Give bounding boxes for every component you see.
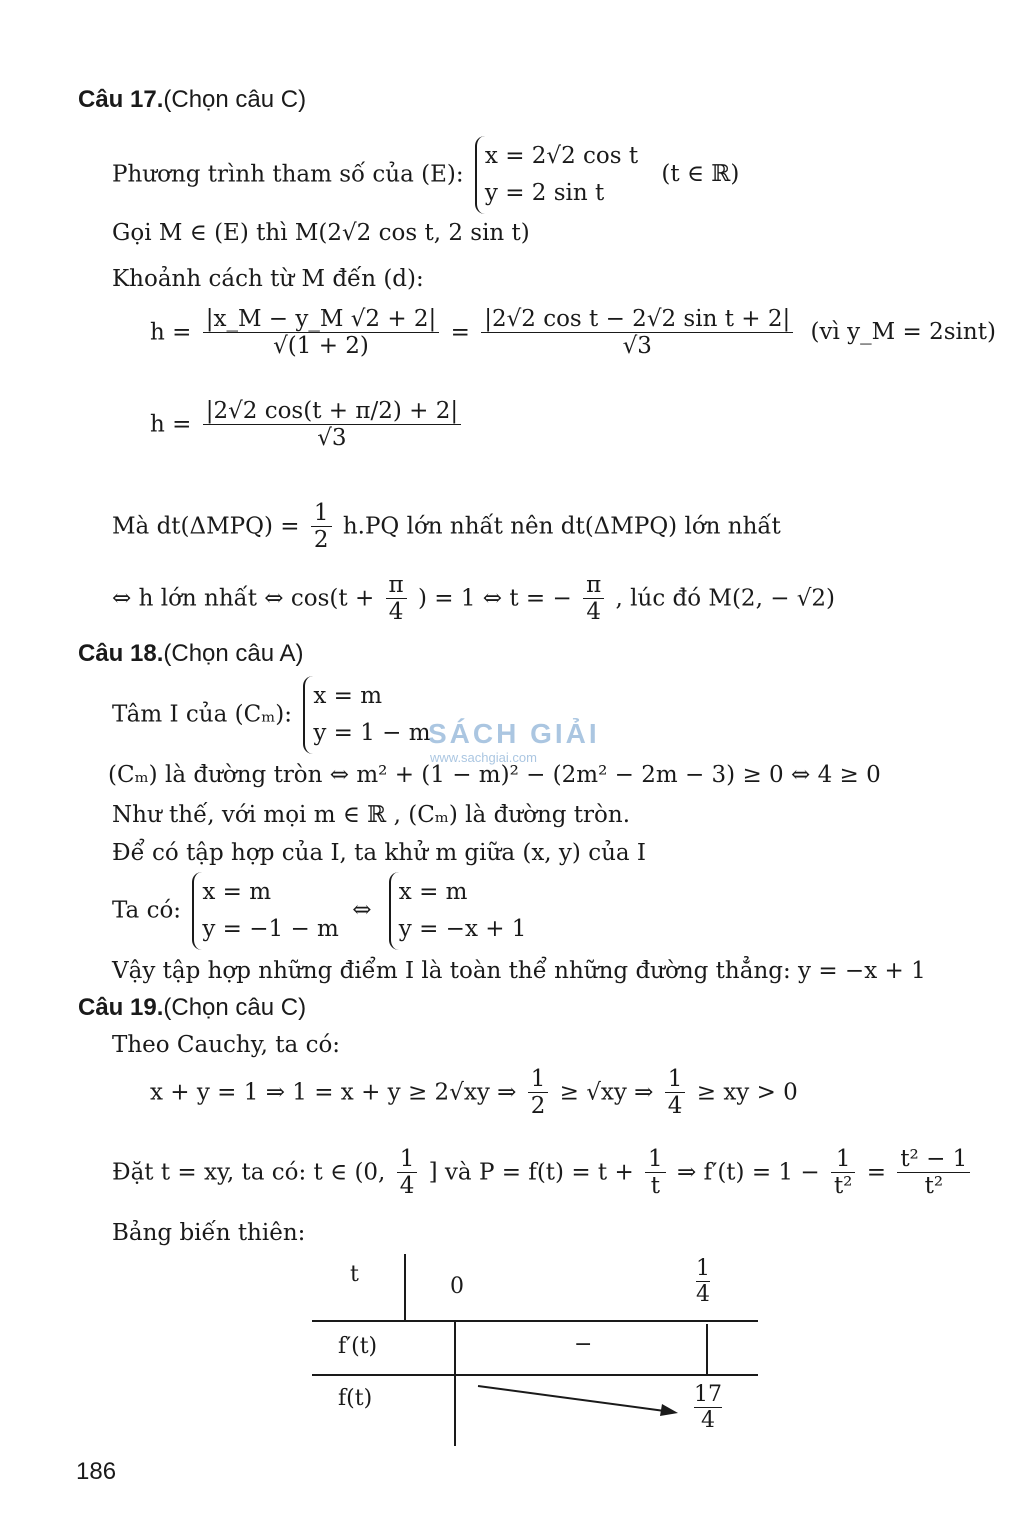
q19-substitution bbox=[112, 1146, 974, 1200]
q18-title: Câu 18. bbox=[78, 640, 164, 667]
system-a-x: x = m bbox=[202, 879, 272, 905]
q18-circle-condition: (Cₘ) là đường tròn ⇔ m² + (1 − m)² − (2m² − 2m − 3) ≥ 0 ⇔ 4 ≥ 0 bbox=[108, 762, 881, 788]
final-text-b: ) = 1 ⇔ t = − bbox=[417, 585, 572, 612]
watermark-logo bbox=[428, 718, 600, 765]
f-end-den: 4 bbox=[694, 1407, 722, 1433]
set-one-b: 1 bbox=[835, 1146, 851, 1172]
final-pi-over-4-b bbox=[583, 572, 604, 626]
q18-choice: (Chọn câu A) bbox=[163, 640, 304, 667]
ineq-quarter bbox=[665, 1066, 686, 1120]
set-t: t bbox=[645, 1172, 666, 1199]
center-x: x = m bbox=[313, 683, 383, 709]
area-half-num: 1 bbox=[313, 500, 329, 526]
q18-conclusion: Vậy tập hợp những điểm I là toàn thể những đường thẳng: y = −x + 1 bbox=[112, 958, 926, 984]
q19-table-label: Bảng biến thiên: bbox=[112, 1220, 306, 1246]
system-b-x: x = m bbox=[398, 879, 468, 905]
h-label: h = bbox=[150, 319, 192, 346]
param-system bbox=[475, 136, 638, 214]
table-vline-bottom bbox=[454, 1320, 456, 1446]
q19-inequality bbox=[150, 1066, 798, 1120]
t-end bbox=[696, 1256, 710, 1308]
set-one-over-t2 bbox=[831, 1146, 855, 1200]
q18-systems-line bbox=[112, 872, 526, 950]
set-text-c: ⇒ f′(t) = 1 − bbox=[677, 1159, 820, 1186]
q19-choice: (Chọn câu C) bbox=[163, 994, 307, 1021]
row-label-t: t bbox=[350, 1262, 359, 1287]
q17-title: Câu 17. bbox=[78, 86, 164, 113]
set-text-b: ] và P = f(t) = t + bbox=[428, 1159, 634, 1186]
row-label-f: f(t) bbox=[338, 1386, 373, 1411]
ineq-quarter-num: 1 bbox=[667, 1066, 683, 1092]
set-t2: t² bbox=[831, 1172, 855, 1199]
ineq-half-den: 2 bbox=[528, 1092, 549, 1119]
final-four-b: 4 bbox=[583, 598, 604, 625]
ineq-half-num: 1 bbox=[530, 1066, 546, 1092]
h-fraction-1 bbox=[203, 306, 440, 360]
ineq-half bbox=[528, 1066, 549, 1120]
center-system bbox=[303, 676, 430, 754]
table-hline-2 bbox=[312, 1374, 758, 1376]
h2-numerator: |2√2 cos t − 2√2 sin t + 2| bbox=[484, 306, 791, 332]
q17-area-line bbox=[112, 500, 781, 554]
q18-forall: Như thế, với mọi m ∈ ℝ , (Cₘ) là đường tròn. bbox=[112, 802, 631, 828]
table-vline-right bbox=[706, 1324, 708, 1374]
q18-eliminate: Để có tập hợp của I, ta khử m giữa (x, y) của I bbox=[112, 840, 646, 866]
q17-h-formula-1 bbox=[150, 306, 996, 360]
ineq-quarter-den: 4 bbox=[665, 1092, 686, 1119]
final-pi: π bbox=[388, 572, 404, 598]
q18-center-line bbox=[112, 676, 431, 754]
area-text-b: h.PQ lớn nhất nên dt(ΔMPQ) lớn nhất bbox=[342, 513, 781, 540]
t-end-den: 4 bbox=[696, 1282, 710, 1308]
h3-numerator: |2√2 cos(t + π/2) + 2| bbox=[205, 398, 459, 424]
final-text-c: , lúc đó M(2, − √2) bbox=[615, 585, 836, 612]
set-derivative bbox=[897, 1146, 970, 1200]
q17-heading bbox=[78, 88, 306, 112]
row-label-fprime: f′(t) bbox=[338, 1334, 378, 1359]
set-quarter bbox=[397, 1146, 418, 1200]
final-text-a: ⇔ h lớn nhất ⇔ cos(t + bbox=[112, 585, 375, 612]
set-one: 1 bbox=[648, 1146, 663, 1172]
param-y: y = 2 sin t bbox=[484, 179, 605, 206]
area-half bbox=[311, 500, 332, 554]
q17-distance-label: Khoảnh cách từ M đến (d): bbox=[112, 266, 424, 292]
t-start: 0 bbox=[450, 1274, 464, 1299]
h1-numerator: |x_M − y_M √2 + 2| bbox=[205, 306, 437, 332]
q18-heading bbox=[78, 642, 303, 666]
set-t2-b: t² bbox=[897, 1172, 970, 1199]
q17-final-line bbox=[112, 572, 835, 626]
ineq-text-b: ≥ √xy ⇒ bbox=[559, 1079, 654, 1106]
page-number: 186 bbox=[76, 1458, 117, 1485]
q17-point-m: Gọi M ∈ (E) thì M(2√2 cos t, 2 sin t) bbox=[112, 220, 530, 246]
param-domain: (t ∈ ℝ) bbox=[661, 161, 740, 188]
iff-sign: ⇔ bbox=[352, 897, 372, 924]
watermark-url: www.sachgiai.com bbox=[430, 750, 537, 765]
q19-heading bbox=[78, 996, 306, 1020]
system-b-y: y = −x + 1 bbox=[398, 915, 527, 942]
set-text-a: Đặt t = xy, ta có: t ∈ (0, bbox=[112, 1159, 386, 1186]
h3-denominator: √3 bbox=[203, 424, 461, 451]
set-t2-minus-1: t² − 1 bbox=[900, 1146, 968, 1172]
system-a-y: y = −1 − m bbox=[202, 915, 339, 942]
equals-sign: = bbox=[450, 319, 470, 346]
param-x: x = 2√2 cos t bbox=[484, 143, 639, 169]
t-end-num: 1 bbox=[696, 1256, 710, 1281]
system-a bbox=[192, 872, 339, 950]
taco-label: Ta có: bbox=[112, 897, 182, 924]
area-half-den: 2 bbox=[311, 526, 332, 553]
q17-h-formula-2 bbox=[150, 398, 465, 452]
set-text-d: = bbox=[866, 1159, 886, 1186]
final-pi-over-4 bbox=[386, 572, 407, 626]
q17-choice: (Chọn câu C) bbox=[163, 86, 307, 113]
q17-param-line bbox=[112, 136, 739, 214]
center-y: y = 1 − m bbox=[313, 719, 431, 746]
h-fraction-2 bbox=[481, 306, 793, 360]
area-text-a: Mà dt(ΔMPQ) = bbox=[112, 513, 300, 540]
system-b bbox=[389, 872, 527, 950]
final-pi-b: π bbox=[586, 572, 602, 598]
param-label: Phương trình tham số của (E): bbox=[112, 161, 464, 188]
q19-title: Câu 19. bbox=[78, 994, 164, 1021]
fprime-sign: − bbox=[574, 1332, 593, 1357]
table-vline-top bbox=[404, 1254, 406, 1320]
center-label: Tâm I của (Cₘ): bbox=[112, 701, 293, 728]
f-end-num: 17 bbox=[694, 1382, 722, 1407]
final-four: 4 bbox=[386, 598, 407, 625]
set-quarter-num: 1 bbox=[399, 1146, 415, 1172]
set-quarter-den: 4 bbox=[397, 1172, 418, 1199]
set-one-over-t bbox=[645, 1146, 666, 1200]
watermark-brand: SÁCH GIẢI bbox=[428, 718, 600, 749]
ineq-text-c: ≥ xy > 0 bbox=[696, 1079, 798, 1106]
h-fraction-3 bbox=[203, 398, 461, 452]
q19-cauchy: Theo Cauchy, ta có: bbox=[112, 1032, 341, 1058]
h1-denominator: √(1 + 2) bbox=[203, 332, 440, 359]
h-label-2: h = bbox=[150, 411, 192, 438]
h-note: (vì y_M = 2sint) bbox=[810, 319, 996, 346]
decreasing-arrow bbox=[474, 1380, 684, 1420]
h2-denominator: √3 bbox=[481, 332, 793, 359]
ineq-text-a: x + y = 1 ⇒ 1 = x + y ≥ 2√xy ⇒ bbox=[150, 1079, 517, 1106]
table-hline-1 bbox=[312, 1320, 758, 1322]
f-end bbox=[694, 1382, 722, 1434]
